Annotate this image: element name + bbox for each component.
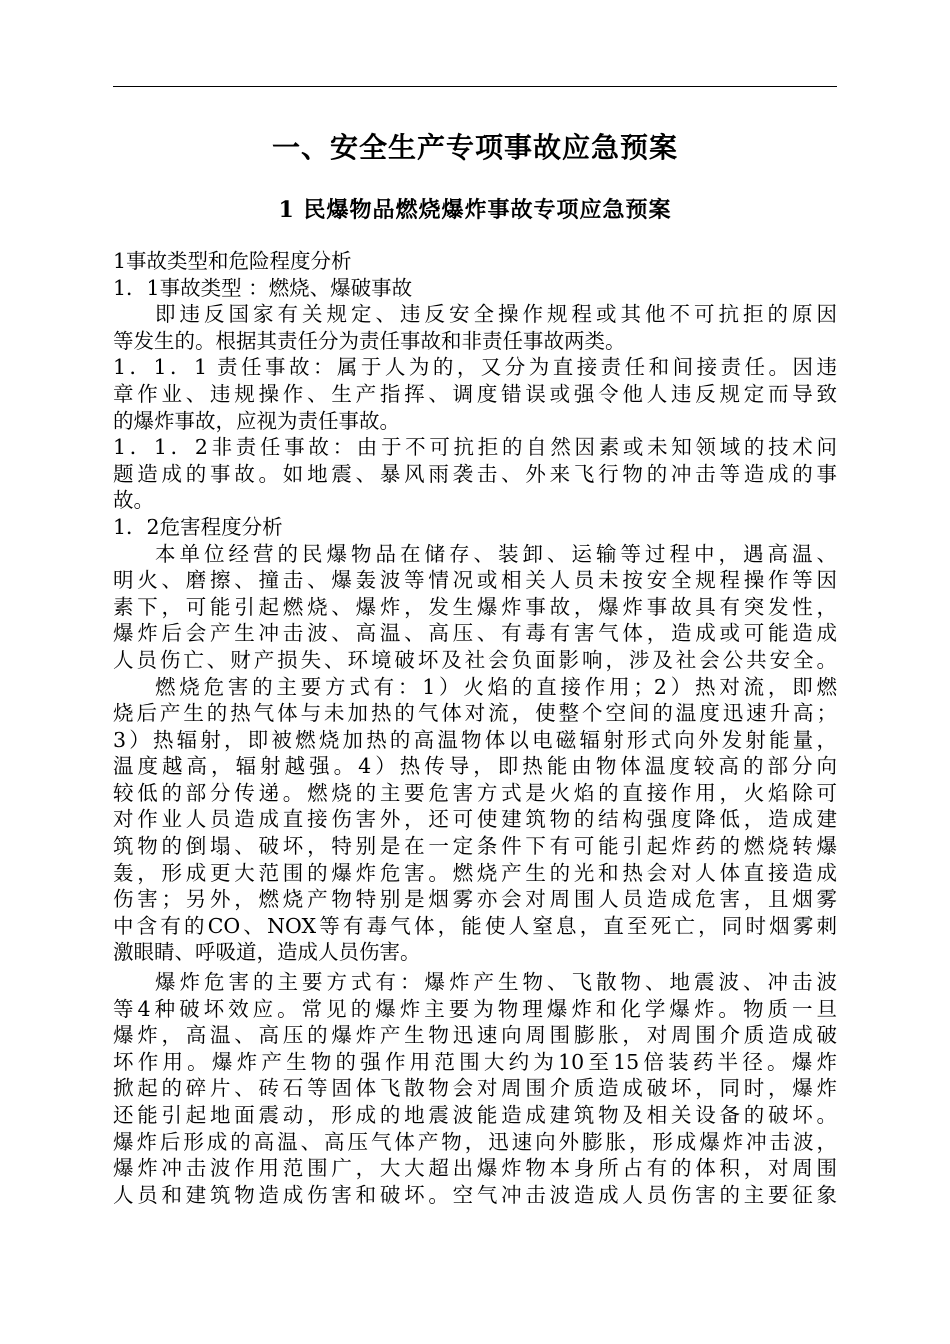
text-line: 即违反国家有关规定、违反安全操作规程或其他不可抗拒的原因 [155,302,837,327]
text-line: 轰，形成更大范围的爆炸危害。燃烧产生的光和热会对人体直接造成 [113,860,837,885]
text-line: 爆炸，高温、高压的爆炸产生物迅速向周围膨胀，对周围介质造成破 [113,1023,837,1048]
text-line: 本单位经营的民爆物品在储存、装卸、运输等过程中，遇高温、 [155,541,837,566]
text-line: 1．2危害程度分析 [113,514,283,539]
text-line: 伤害；另外，燃烧产物特别是烟雾亦会对周围人员造成危害，且烟雾 [113,887,837,912]
text-line: 题造成的事故。如地震、暴风雨袭击、外来飞行物的冲击等造成的事 [113,461,837,486]
text-line: 章作业、违规操作、生产指挥、调度错误或强令他人违反规定而导致 [113,381,837,406]
text-line: 人员伤亡、财产损失、环境破坏及社会负面影响，涉及社会公共安全。 [113,647,837,672]
text-line: 还能引起地面震动，形成的地震波能造成建筑物及相关设备的破坏。 [113,1103,837,1127]
text-line: 坏作用。爆炸产生物的强作用范围大约为10至15倍装药半径。爆炸 [113,1049,837,1074]
text-line: 素下，可能引起燃烧、爆炸，发生爆炸事故，爆炸事故具有突发性， [113,594,837,619]
text-line: 1．1．2非责任事故：由于不可抗拒的自然因素或未知领域的技术问 [113,435,837,460]
header-rule [113,86,837,87]
text-line: 温度越高，辐射越强。4）热传导，即热能由物体温度较高的部分向 [113,754,837,779]
body-text [113,248,837,1208]
text-line: 掀起的碎片、砖石等固体飞散物会对周围介质造成破坏，同时，爆炸 [113,1076,837,1101]
text-line: 1事故类型和危险程度分析 [113,249,352,273]
text-line: 明火、磨擦、撞击、爆轰波等情况或相关人员未按安全规程操作等因 [113,568,837,593]
text-line: 对作业人员造成直接伤害外，还可使建筑物的结构强度降低，造成建 [113,807,837,832]
text-line: 较低的部分传递。燃烧的主要危害方式是火焰的直接作用，火焰除可 [113,780,837,805]
text-line: 烧后产生的热气体与未加热的气体对流，使整个空间的温度迅速升高； [113,701,837,726]
text-line: 3）热辐射，即被燃烧加热的高温物体以电磁辐射形式向外发射能量， [113,727,837,752]
text-line: 爆炸后会产生冲击波、高温、高压、有毒有害气体，造成或可能造成 [113,621,837,646]
text-line: 爆炸后形成的高温、高压气体产物，迅速向外膨胀，形成爆炸冲击波， [113,1129,837,1154]
text-line: 人员和建筑物造成伤害和破坏。空气冲击波造成人员伤害的主要征象 [113,1182,837,1207]
text-line: 等4种破坏效应。常见的爆炸主要为物理爆炸和化学爆炸。物质一旦 [113,996,837,1021]
text-line: 的爆炸事故，应视为责任事故。 [113,408,400,433]
text-line: 爆炸危害的主要方式有：爆炸产生物、飞散物、地震波、冲击波 [155,970,837,995]
page-title: 一、安全生产专项事故应急预案 [271,131,678,164]
text-line: 1．1．1 责任事故：属于人为的，又分为直接责任和间接责任。因违 [113,355,837,380]
text-line: 激眼睛、呼吸道，造成人员伤害。 [113,940,421,965]
text-line: 爆炸冲击波作用范围广，大大超出爆炸物本身所占有的体积，对周围 [113,1156,837,1181]
text-line: 中含有的CO、NOX等有毒气体，能使人窒息，直至死亡，同时烟雾刺 [113,913,837,938]
text-line: 燃烧危害的主要方式有：1）火焰的直接作用；2）热对流，即燃 [155,674,837,699]
text-line: 筑物的倒塌、破坏，特别是在一定条件下有可能引起炸药的燃烧转爆 [113,834,837,859]
text-line: 1．1事故类型 ：燃烧、爆破事故 [113,275,413,300]
text-line: 故。 [113,488,154,513]
text-line: 等发生的。根据其责任分为责任事故和非责任事故两类。 [113,328,626,353]
section-subtitle: 1 民爆物品燃烧爆炸事故专项应急预案 [278,197,672,223]
